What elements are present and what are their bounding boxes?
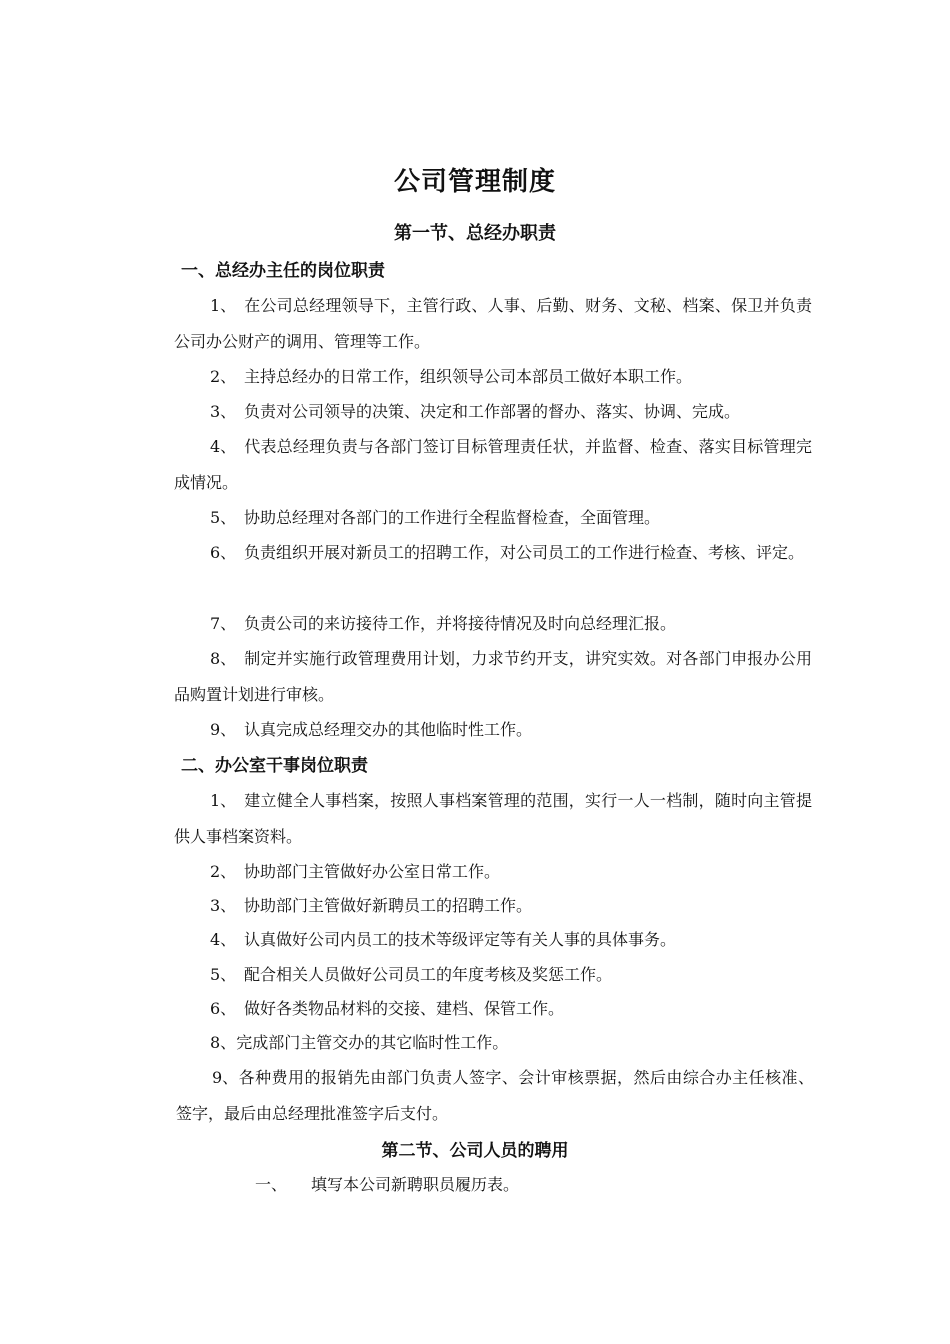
part-1-item-8 bbox=[174, 641, 812, 712]
part-2-item-5 bbox=[174, 957, 812, 993]
item-number: 6、 bbox=[210, 543, 237, 562]
part-2-item-6 bbox=[174, 991, 812, 1027]
document-title: 公司管理制度 bbox=[393, 167, 556, 197]
item-number: 6、 bbox=[210, 999, 237, 1018]
part-1-item-5 bbox=[174, 500, 812, 536]
part-2-item-4 bbox=[174, 922, 812, 958]
item-text: 在公司总经理领导下，主管行政、人事、后勤、财务、文秘、档案、保卫并负责公司办公财产的调用、管理等工作。 bbox=[174, 296, 812, 351]
item-text: 制定并实施行政管理费用计划，力求节约开支，讲究实效。对各部门申报办公用品购置计划进行审核。 bbox=[174, 649, 812, 704]
item-number: 4、 bbox=[210, 437, 237, 456]
part-1-item-6 bbox=[174, 535, 812, 571]
item-number: 1、 bbox=[210, 791, 237, 810]
item-number: 4、 bbox=[210, 930, 237, 949]
part-1-item-1 bbox=[174, 288, 812, 359]
item-text: 配合相关人员做好公司员工的年度考核及奖惩工作。 bbox=[244, 965, 613, 984]
section-2-heading: 第二节、公司人员的聘用 bbox=[381, 1141, 569, 1161]
item-number: 1、 bbox=[210, 296, 237, 315]
item-text: 协助总经理对各部门的工作进行全程监督检查，全面管理。 bbox=[244, 508, 661, 527]
part-2-item-1 bbox=[174, 783, 812, 854]
section-2-item-1 bbox=[255, 1170, 519, 1200]
part-1-item-7 bbox=[174, 606, 812, 642]
part-1-item-4 bbox=[174, 429, 812, 500]
part-2-heading: 二、办公室干事岗位职责 bbox=[181, 756, 368, 776]
item-text: 代表总经理负责与各部门签订目标管理责任状，并监督、检查、落实目标管理完成情况。 bbox=[174, 437, 812, 492]
item-text: 协助部门主管做好新聘员工的招聘工作。 bbox=[244, 896, 533, 915]
item-number: 9、 bbox=[212, 1068, 239, 1087]
item-text: 建立健全人事档案，按照人事档案管理的范围，实行一人一档制，随时向主管提供人事档案资料。 bbox=[174, 791, 812, 846]
item-number: 3、 bbox=[210, 896, 237, 915]
section-1-heading: 第一节、总经办职责 bbox=[394, 223, 556, 244]
item-text: 完成部门主管交办的其它临时性工作。 bbox=[236, 1033, 509, 1052]
item-text: 负责对公司领导的决策、决定和工作部署的督办、落实、协调、完成。 bbox=[244, 402, 741, 421]
item-number: 8、 bbox=[210, 1033, 237, 1052]
item-number: 5、 bbox=[210, 965, 237, 984]
item-number: 5、 bbox=[210, 508, 237, 527]
part-1-heading: 一、总经办主任的岗位职责 bbox=[181, 261, 385, 281]
item-text: 负责公司的来访接待工作，并将接待情况及时向总经理汇报。 bbox=[244, 614, 677, 633]
item-number: 7、 bbox=[210, 614, 237, 633]
item-text: 主持总经办的日常工作，组织领导公司本部员工做好本职工作。 bbox=[244, 367, 693, 386]
part-1-item-9 bbox=[174, 712, 812, 748]
part-1-item-2 bbox=[174, 359, 812, 395]
part-2-item-3 bbox=[174, 888, 812, 924]
part-2-item-8 bbox=[174, 1025, 812, 1061]
item-text: 填写本公司新聘职员履历表。 bbox=[311, 1175, 520, 1194]
item-number: 9、 bbox=[210, 720, 237, 739]
item-text: 负责组织开展对新员工的招聘工作，对公司员工的工作进行检查、考核、评定。 bbox=[244, 543, 805, 562]
item-text: 做好各类物品材料的交接、建档、保管工作。 bbox=[244, 999, 565, 1018]
part-1-item-3 bbox=[174, 394, 812, 430]
item-text: 认真做好公司内员工的技术等级评定等有关人事的具体事务。 bbox=[244, 930, 677, 949]
item-text: 协助部门主管做好办公室日常工作。 bbox=[244, 862, 501, 881]
item-text: 认真完成总经理交办的其他临时性工作。 bbox=[244, 720, 533, 739]
item-number: 2、 bbox=[210, 367, 237, 386]
part-2-item-2 bbox=[174, 854, 812, 890]
item-number: 2、 bbox=[210, 862, 237, 881]
part-2-item-9 bbox=[176, 1060, 814, 1131]
item-number: 一、 bbox=[255, 1175, 288, 1194]
item-number: 8、 bbox=[210, 649, 237, 668]
item-text: 各种费用的报销先由部门负责人签字、会计审核票据，然后由综合办主任核准、签字，最后由总经理批准签字后支付。 bbox=[176, 1068, 814, 1123]
item-number: 3、 bbox=[210, 402, 237, 421]
